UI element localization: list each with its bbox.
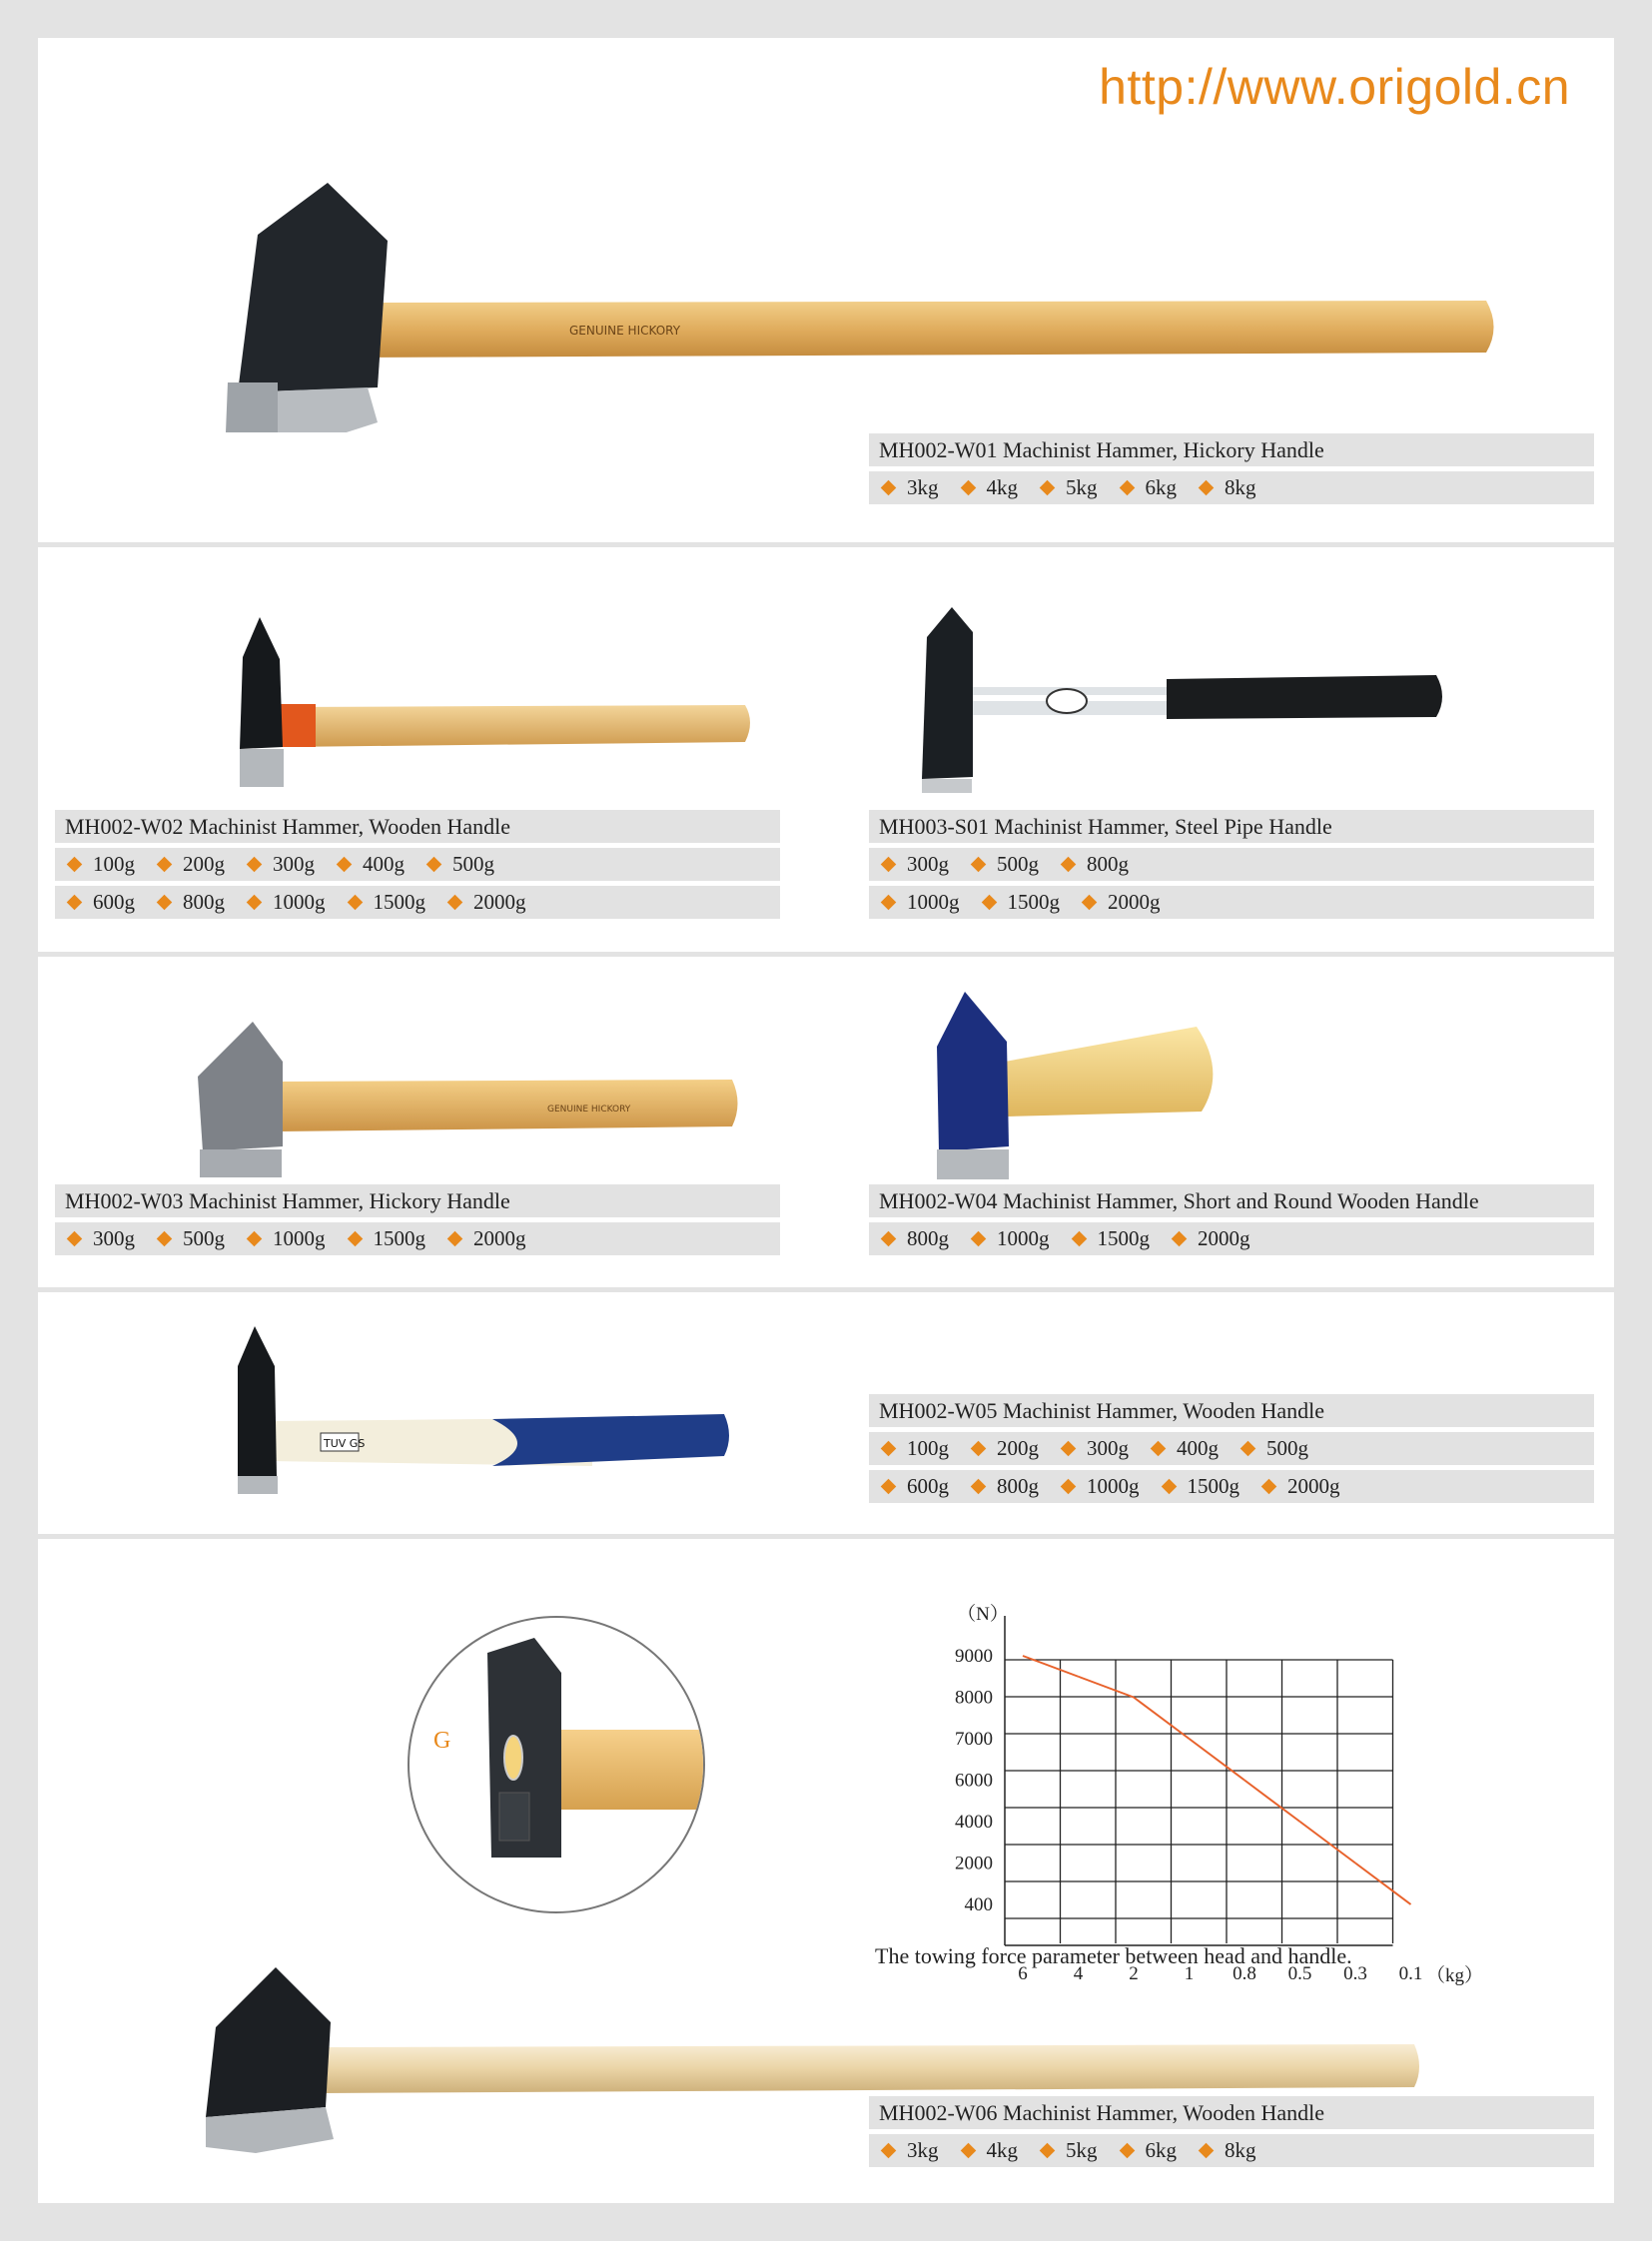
size-label: 1500g xyxy=(1097,1226,1150,1250)
diamond-bullet-icon xyxy=(1151,1441,1167,1457)
series-line-segment xyxy=(1244,1781,1300,1823)
x-tick-label: 1 xyxy=(1184,1963,1195,1984)
size-label: 2000g xyxy=(1108,890,1161,914)
diamond-bullet-icon xyxy=(337,857,353,873)
size-label: 3kg xyxy=(907,475,939,499)
size-label: 800g xyxy=(183,890,225,914)
section-divider xyxy=(38,952,1614,957)
series-line-segment xyxy=(1300,1822,1356,1864)
size-option xyxy=(335,848,405,881)
size-option xyxy=(1059,1470,1140,1503)
size-label: 2000g xyxy=(1198,1226,1250,1250)
diamond-bullet-icon xyxy=(67,857,83,873)
size-option xyxy=(1059,848,1129,881)
diamond-bullet-icon xyxy=(881,480,897,496)
handle-logo-text: TUV GS xyxy=(324,1437,366,1450)
size-label: 600g xyxy=(907,1474,949,1498)
hammer-w02-image xyxy=(198,617,757,797)
size-row xyxy=(869,886,1594,919)
size-option xyxy=(980,886,1061,919)
size-row xyxy=(55,1222,780,1255)
y-axis-unit: （N） xyxy=(957,1604,1009,1625)
size-label: 1000g xyxy=(907,890,960,914)
diamond-bullet-icon xyxy=(1061,1441,1077,1457)
size-label: 5kg xyxy=(1066,2138,1098,2162)
diamond-bullet-icon xyxy=(247,895,263,911)
handle-stamp-text: GENUINE HICKORY xyxy=(569,324,681,338)
size-label: 8kg xyxy=(1225,475,1256,499)
size-option xyxy=(1197,471,1256,504)
diamond-bullet-icon xyxy=(1172,1231,1188,1247)
hammer-w01-image xyxy=(218,183,1556,432)
x-tick-label: 0.3 xyxy=(1343,1963,1367,1984)
diamond-bullet-icon xyxy=(971,857,987,873)
size-option xyxy=(1070,1222,1151,1255)
diamond-bullet-icon xyxy=(971,1441,987,1457)
diamond-bullet-icon xyxy=(1199,2143,1215,2159)
size-label: 400g xyxy=(1177,1436,1219,1460)
size-label: 6kg xyxy=(1145,2138,1177,2162)
diamond-bullet-icon xyxy=(960,2143,976,2159)
diamond-bullet-icon xyxy=(1240,1441,1256,1457)
diamond-bullet-icon xyxy=(67,895,83,911)
size-row xyxy=(55,886,780,919)
size-label: 1000g xyxy=(997,1226,1050,1250)
spec-s01 xyxy=(869,810,1594,924)
spec-w03 xyxy=(55,1184,780,1260)
size-option xyxy=(1239,1432,1308,1465)
size-option xyxy=(879,2134,939,2167)
size-option xyxy=(879,848,949,881)
size-label: 600g xyxy=(93,890,135,914)
size-option xyxy=(245,886,326,919)
size-option xyxy=(969,1222,1050,1255)
website-url[interactable]: http://www.origold.cn xyxy=(1099,59,1570,115)
size-label: 1000g xyxy=(273,1226,326,1250)
product-title: MH002-W03 Machinist Hammer, Hickory Handle xyxy=(55,1184,780,1217)
diamond-bullet-icon xyxy=(67,1231,83,1247)
diamond-bullet-icon xyxy=(1061,857,1077,873)
series-line-segment xyxy=(1134,1698,1190,1740)
size-label: 500g xyxy=(452,852,494,876)
size-option xyxy=(346,886,426,919)
size-label: 2000g xyxy=(473,1226,526,1250)
diamond-bullet-icon xyxy=(971,1479,987,1495)
size-option xyxy=(445,1222,526,1255)
diamond-bullet-icon xyxy=(247,1231,263,1247)
diamond-bullet-icon xyxy=(1082,895,1098,911)
size-option xyxy=(1160,1470,1240,1503)
y-tick-label: 7000 xyxy=(955,1729,993,1750)
x-tick-label: 0.5 xyxy=(1287,1963,1312,1984)
size-label: 2000g xyxy=(1287,1474,1340,1498)
x-tick-label: 2 xyxy=(1129,1963,1139,1984)
diamond-bullet-icon xyxy=(981,895,997,911)
hammer-s01-image xyxy=(877,607,1476,807)
size-label: 800g xyxy=(1087,852,1129,876)
size-label: 300g xyxy=(1087,1436,1129,1460)
size-option xyxy=(65,1222,135,1255)
spec-w06 xyxy=(869,2096,1594,2172)
product-title: MH003-S01 Machinist Hammer, Steel Pipe Handle xyxy=(869,810,1594,843)
x-tick-label: 4 xyxy=(1073,1963,1084,1984)
head-detail-inset xyxy=(408,1616,705,1913)
size-option xyxy=(1059,1432,1129,1465)
size-option xyxy=(969,848,1039,881)
diamond-bullet-icon xyxy=(1071,1231,1087,1247)
x-tick-label: 6 xyxy=(1018,1963,1028,1984)
size-label: 300g xyxy=(273,852,315,876)
size-label: 1500g xyxy=(1007,890,1060,914)
size-option xyxy=(424,848,494,881)
y-tick-label: 9000 xyxy=(955,1646,993,1667)
size-option xyxy=(959,2134,1019,2167)
series-line-segment xyxy=(1079,1677,1135,1698)
y-tick-label: 400 xyxy=(964,1894,993,1915)
size-label: 500g xyxy=(183,1226,225,1250)
size-option xyxy=(1259,1470,1340,1503)
size-option xyxy=(879,1432,949,1465)
diamond-bullet-icon xyxy=(960,480,976,496)
series-line-segment xyxy=(1190,1739,1245,1781)
size-label: 3kg xyxy=(907,2138,939,2162)
size-option xyxy=(65,886,135,919)
product-title: MH002-W02 Machinist Hammer, Wooden Handle xyxy=(55,810,780,843)
size-row xyxy=(869,848,1594,881)
hammer-w04-image xyxy=(897,992,1256,1196)
y-tick-label: 6000 xyxy=(955,1770,993,1792)
size-option xyxy=(959,471,1019,504)
size-option xyxy=(969,1432,1039,1465)
product-title: MH002-W06 Machinist Hammer, Wooden Handle xyxy=(869,2096,1594,2129)
x-tick-label: 0.1 xyxy=(1398,1963,1423,1984)
inset-label: G xyxy=(433,1728,451,1754)
size-label: 6kg xyxy=(1145,475,1177,499)
size-row xyxy=(869,1222,1594,1255)
series-line-segment xyxy=(1023,1656,1079,1677)
x-axis-unit: （kg） xyxy=(1425,1965,1484,1986)
chart-caption: The towing force parameter between head and handle. xyxy=(875,1943,1352,1968)
spec-w04 xyxy=(869,1184,1594,1260)
hammer-w05-image xyxy=(193,1326,752,1506)
diamond-bullet-icon xyxy=(881,857,897,873)
size-option xyxy=(245,1222,326,1255)
diamond-bullet-icon xyxy=(447,1231,463,1247)
size-option xyxy=(1038,2134,1098,2167)
size-option xyxy=(1118,471,1178,504)
section-divider xyxy=(38,1534,1614,1539)
size-option xyxy=(879,471,939,504)
diamond-bullet-icon xyxy=(426,857,442,873)
product-title: MH002-W04 Machinist Hammer, Short and Round Wooden Handle xyxy=(869,1184,1594,1217)
diamond-bullet-icon xyxy=(347,1231,363,1247)
size-option xyxy=(1118,2134,1178,2167)
diamond-bullet-icon xyxy=(247,857,263,873)
diamond-bullet-icon xyxy=(881,1479,897,1495)
diamond-bullet-icon xyxy=(1040,480,1056,496)
size-row xyxy=(869,2134,1594,2167)
spec-w05 xyxy=(869,1394,1594,1508)
size-option xyxy=(445,886,526,919)
diamond-bullet-icon xyxy=(157,857,173,873)
size-label: 800g xyxy=(997,1474,1039,1498)
size-row xyxy=(869,471,1594,504)
size-label: 1500g xyxy=(373,890,425,914)
diamond-bullet-icon xyxy=(881,1441,897,1457)
size-option xyxy=(245,848,315,881)
size-row xyxy=(55,848,780,881)
size-label: 1500g xyxy=(373,1226,425,1250)
spec-w01 xyxy=(869,433,1594,509)
size-label: 1000g xyxy=(273,890,326,914)
size-option xyxy=(65,848,135,881)
series-line-segment xyxy=(1355,1864,1411,1905)
size-label: 100g xyxy=(93,852,135,876)
size-option xyxy=(879,886,960,919)
handle-stamp-text: GENUINE HICKORY xyxy=(547,1105,631,1115)
product-title: MH002-W01 Machinist Hammer, Hickory Handle xyxy=(869,433,1594,466)
y-tick-label: 8000 xyxy=(955,1687,993,1709)
size-label: 200g xyxy=(183,852,225,876)
size-label: 2000g xyxy=(473,890,526,914)
size-option xyxy=(346,1222,426,1255)
diamond-bullet-icon xyxy=(1040,2143,1056,2159)
diamond-bullet-icon xyxy=(881,2143,897,2159)
size-option xyxy=(969,1470,1039,1503)
size-label: 1000g xyxy=(1087,1474,1140,1498)
size-label: 500g xyxy=(1266,1436,1308,1460)
diamond-bullet-icon xyxy=(1199,480,1215,496)
size-label: 300g xyxy=(907,852,949,876)
product-title: MH002-W05 Machinist Hammer, Wooden Handle xyxy=(869,1394,1594,1427)
size-label: 1500g xyxy=(1187,1474,1239,1498)
size-label: 100g xyxy=(907,1436,949,1460)
size-label: 5kg xyxy=(1066,475,1098,499)
size-option xyxy=(1080,886,1161,919)
spec-w02 xyxy=(55,810,780,924)
diamond-bullet-icon xyxy=(881,1231,897,1247)
diamond-bullet-icon xyxy=(157,1231,173,1247)
size-option xyxy=(1197,2134,1256,2167)
hammer-w03-image xyxy=(188,1022,747,1196)
diamond-bullet-icon xyxy=(1161,1479,1177,1495)
diamond-bullet-icon xyxy=(881,895,897,911)
size-option xyxy=(879,1222,949,1255)
size-option xyxy=(1149,1432,1219,1465)
diamond-bullet-icon xyxy=(1261,1479,1277,1495)
catalog-page xyxy=(38,38,1614,2203)
section-divider xyxy=(38,542,1614,547)
size-row xyxy=(869,1432,1594,1465)
diamond-bullet-icon xyxy=(447,895,463,911)
size-option xyxy=(155,1222,225,1255)
size-row xyxy=(869,1470,1594,1503)
size-label: 4kg xyxy=(986,475,1018,499)
size-label: 200g xyxy=(997,1436,1039,1460)
x-tick-label: 0.8 xyxy=(1233,1963,1256,1984)
size-option xyxy=(155,886,225,919)
diamond-bullet-icon xyxy=(971,1231,987,1247)
size-label: 500g xyxy=(997,852,1039,876)
size-label: 8kg xyxy=(1225,2138,1256,2162)
y-tick-label: 2000 xyxy=(955,1853,993,1874)
size-label: 4kg xyxy=(986,2138,1018,2162)
size-label: 300g xyxy=(93,1226,135,1250)
diamond-bullet-icon xyxy=(1119,480,1135,496)
diamond-bullet-icon xyxy=(1061,1479,1077,1495)
section-divider xyxy=(38,1287,1614,1292)
size-option xyxy=(1170,1222,1250,1255)
diamond-bullet-icon xyxy=(347,895,363,911)
diamond-bullet-icon xyxy=(157,895,173,911)
size-label: 400g xyxy=(363,852,405,876)
size-option xyxy=(1038,471,1098,504)
size-option xyxy=(879,1470,949,1503)
size-label: 800g xyxy=(907,1226,949,1250)
y-tick-label: 4000 xyxy=(955,1812,993,1833)
size-option xyxy=(155,848,225,881)
diamond-bullet-icon xyxy=(1119,2143,1135,2159)
